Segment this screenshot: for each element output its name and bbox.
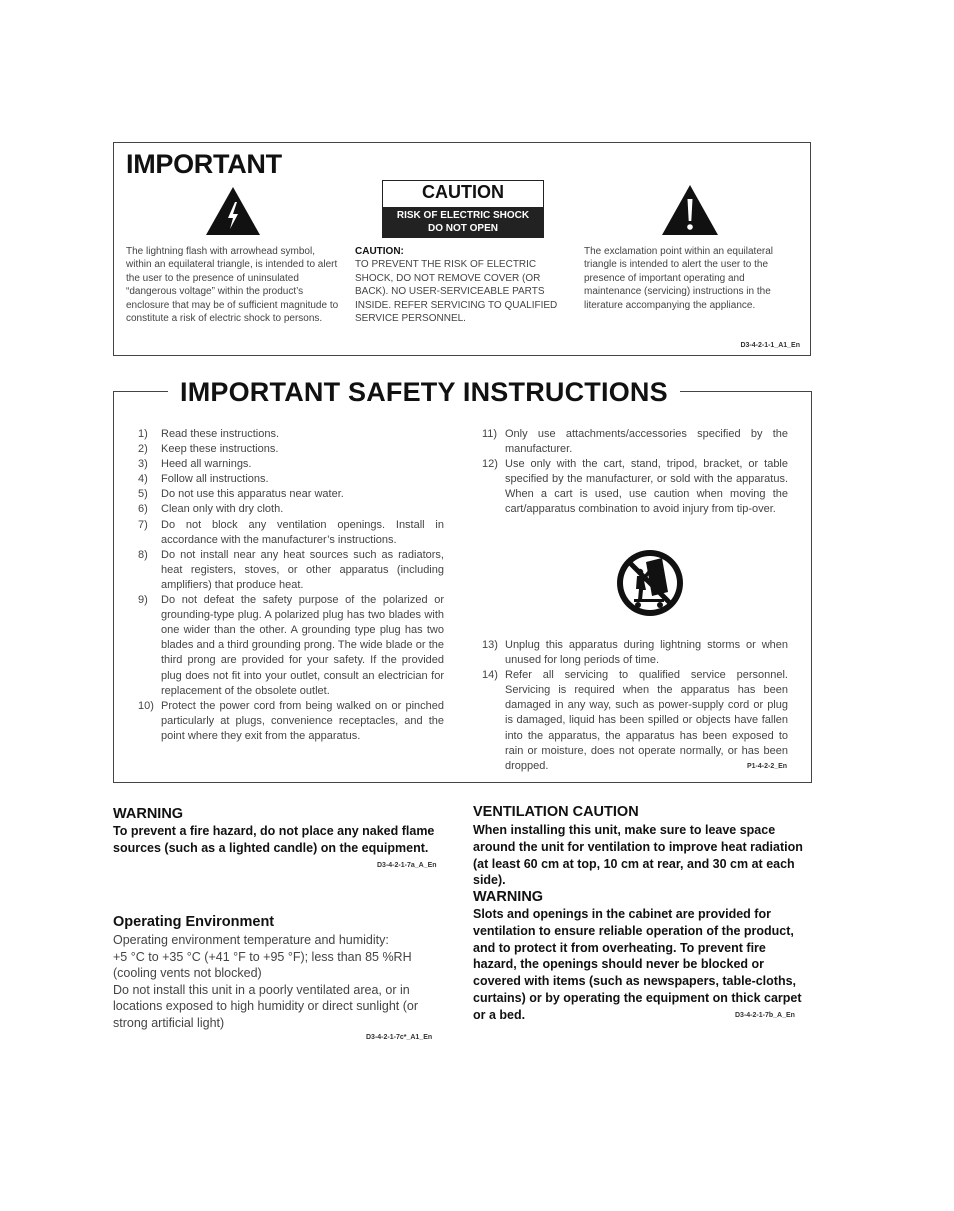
fire-warning-text: To prevent a fire hazard, do not place any naked flame sources (such as a lighted candle) on the equipment. [113,824,435,855]
fire-warning-heading: WARNING [113,806,184,822]
instruction-item [138,427,444,442]
instruction-item [138,502,444,517]
instruction-text: Read these instructions. [161,428,280,440]
exclamation-description: The exclamation point within an equilateral triangle is intended to alert the user to the presence of important operating and maintenance (servicing) instructions in the literature accompanying the appliance. [584,246,773,311]
instruction-text: Unplug this apparatus during lightning storms or when unused for long periods of time. [505,639,788,667]
operating-environment-text [113,932,453,1031]
safety-instructions-box [113,377,812,783]
instruction-item [482,668,788,774]
instruction-text: Only use attachments/accessories specified by the manufacturer. [505,428,788,456]
caution-band-line1: RISK OF ELECTRIC SHOCK [396,210,530,221]
instruction-text: Follow all instructions. [161,473,269,486]
instruction-number: 1) [138,428,148,440]
instruction-number: 7) [138,518,148,531]
instruction-item [482,427,788,457]
operating-environment-code: D3-4-2-1-7c*_A1_En [366,1034,433,1041]
instruction-text: Heed all warnings. [161,458,252,471]
caution-label-title: CAUTION [422,182,504,202]
instruction-item [138,699,444,744]
caution-label [382,180,544,238]
ventilation-caution-heading: VENTILATION CAUTION [473,804,639,820]
caution-body: TO PREVENT THE RISK OF ELECTRIC SHOCK, DO NOT REMOVE COVER (OR BACK). NO USER-SERVICEABLE PARTS INSIDE. REFER SERVICING TO QUALIFIED SERVICE PERSONNEL. [355,259,558,325]
instruction-item [138,518,444,548]
instruction-number: 14) [482,669,498,682]
instruction-number: 11) [482,428,498,440]
instructions-list-right [482,427,788,518]
exclamation-warning-icon [660,183,720,237]
safety-doc-code: P1-4-2-2_En [747,763,788,770]
openings-warning-text: Slots and openings in the cabinet are provided for ventilation to ensure reliable operation of the product, and to protect it from overheating. To prevent fire hazard, the openings should never be blocked or covered with items (such as newspapers, table-cloths, curtains) or by operating the equipment on thick carpet or a bed. [473,907,802,1022]
important-title: IMPORTANT [126,149,282,179]
operating-env-line3: Do not install this unit in a poorly ventilated area, or in locations exposed to high humidity or direct sunlight (or strong artificial light) [113,982,419,1030]
caution-description [355,245,567,325]
instruction-number: 3) [138,458,148,471]
instruction-number: 13) [482,639,498,651]
instructions-list-right-2 [482,638,788,774]
ventilation-caution-text: When installing this unit, make sure to leave space around the unit for ventilation to improve heat radiation (at least 60 cm at top, 10 cm at rear, and 30 cm at each side). [473,823,803,888]
important-box [113,142,811,356]
instruction-text: Do not defeat the safety purpose of the polarized or grounding-type plug. A polarized plug has two blades with one wider than the other. A grounding type plug has two blades and a third grounding prong. The wide blade or the third prong are provided for your safety. If the provided plug does not fit into your outlet, consult an electrician for replacement of the obsolete outlet. [161,594,444,697]
important-doc-code: D3-4-2-1-1_A1_En [740,342,800,349]
instruction-text: Do not block any ventilation openings. Install in accordance with the manufacturer’s instructions. [161,518,444,546]
instruction-item [138,593,444,699]
instruction-text: Protect the power cord from being walked on or pinched particularly at plugs, convenience receptacles, and the point where they exit from the apparatus. [161,699,444,742]
lightning-warning-icon [204,185,262,237]
instruction-text: Do not use this apparatus near water. [161,488,344,501]
instruction-number: 6) [138,503,148,516]
openings-warning-code: D3-4-2-1-7b_A_En [735,1012,795,1019]
instruction-text: Use only with the cart, stand, tripod, bracket, or table specified by the manufacturer, or sold with the apparatus. When a cart is used, use caution when moving the cart/apparatus combination to avoid injury from tip-over. [505,458,788,516]
lightning-description: The lightning flash with arrowhead symbol, within an equilateral triangle, is intended to alert the user to the presence of uninsulated “dangerous voltage” within the product’s enclosure that may be of sufficient magnitude to constitute a risk of electric shock to persons. [126,246,339,325]
openings-warning-heading: WARNING [473,889,544,905]
instruction-item [482,457,788,517]
instructions-list-left [138,427,444,744]
instruction-text: Refer all servicing to qualified service personnel. Servicing is required when the apparatus has been damaged in any way, such as power-supply cord or plug is damaged, liquid has been spilled or objects have fallen into the apparatus, the apparatus has been exposed to rain or moisture, does not operate normally, or has been dropped. [505,669,788,772]
instruction-number: 2) [138,443,148,456]
fire-warning-code: D3-4-2-1-7a_A_En [377,862,437,869]
instruction-item [138,487,444,502]
instruction-item [138,548,444,593]
instruction-item [138,457,444,472]
operating-env-line1: Operating environment temperature and humidity: [113,933,389,947]
instruction-item [138,472,444,487]
safety-title: IMPORTANT SAFETY INSTRUCTIONS [168,377,680,408]
instruction-text: Clean only with dry cloth. [161,503,284,516]
instruction-item [138,442,444,457]
instruction-text: Keep these instructions. [161,443,279,456]
operating-environment-heading: Operating Environment [113,914,275,930]
instruction-number: 10) [138,699,154,712]
operating-env-line2: +5 °C to +35 °C (+41 °F to +95 °F); less than 85 %RH (cooling vents not blocked) [113,949,412,980]
instruction-item [482,638,788,668]
caution-band-line2: DO NOT OPEN [427,223,498,234]
no-cart-tipover-icon [616,544,684,622]
instruction-number: 12) [482,458,498,471]
caution-label-band [383,207,543,237]
instruction-number: 5) [138,488,148,501]
instruction-text: Do not install near any heat sources such as radiators, heat registers, stoves, or other apparatus (including amplifiers) that produce heat. [161,548,444,591]
instruction-number: 4) [138,473,148,486]
instruction-number: 8) [138,548,148,561]
instruction-number: 9) [138,594,148,607]
caution-heading: CAUTION: [355,246,404,257]
